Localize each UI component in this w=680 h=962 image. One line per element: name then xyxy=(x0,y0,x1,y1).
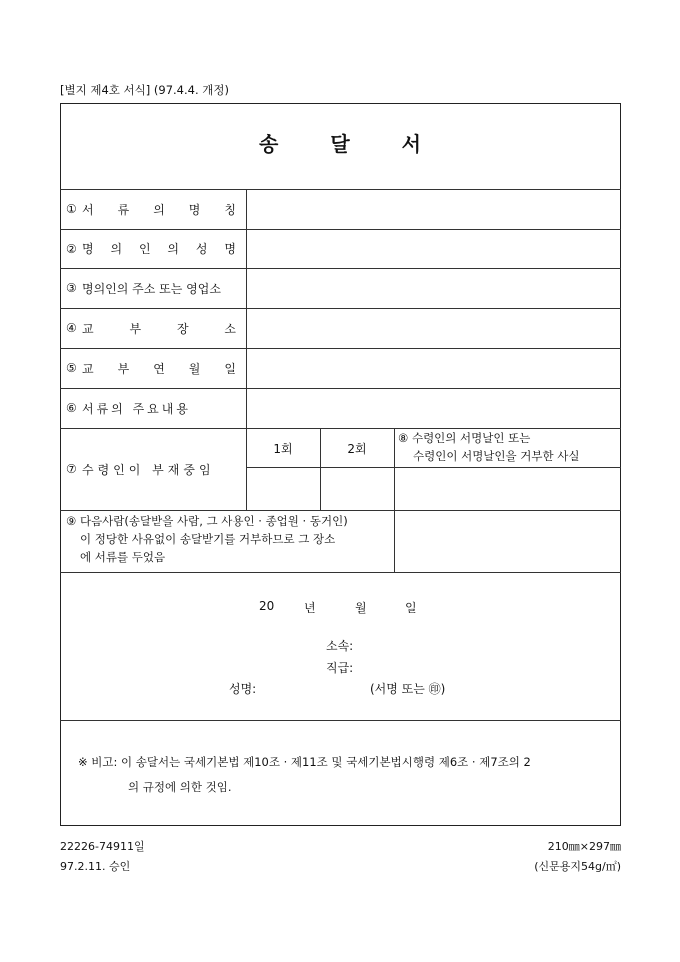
divider xyxy=(246,189,247,510)
row-absence xyxy=(66,428,242,510)
divider xyxy=(394,467,621,468)
row-delivery-place xyxy=(66,308,242,348)
leave-line2: 이 정당한 사유없이 송달받기를 거부하므로 그 장소 xyxy=(80,532,336,546)
divider xyxy=(60,510,621,511)
title-char: 서 xyxy=(401,132,421,156)
row-number: ⑤ xyxy=(66,361,77,375)
title-char: 달 xyxy=(330,132,350,156)
date-day-unit: 일 xyxy=(405,601,417,615)
date-year: 20 xyxy=(259,599,275,613)
row-document-content xyxy=(66,388,242,428)
row-label: 명의인의 주소 또는 영업소 xyxy=(82,281,221,296)
affiliation-label: 소속: xyxy=(326,639,354,653)
note-mark-icon: ※ xyxy=(78,755,88,769)
row-label: 수령인이 부재중임 xyxy=(82,462,215,477)
remark-line2: 의 규정에 의한 것임. xyxy=(128,780,232,794)
paper-type: (신문용지54g/㎡) xyxy=(534,860,621,873)
row-number: ② xyxy=(66,241,77,256)
row-holder-name xyxy=(66,229,242,268)
row-document-name xyxy=(66,189,242,229)
signature-note xyxy=(398,430,530,447)
paper-size: 210㎜×297㎜ xyxy=(547,840,621,853)
form-code: 22226-74911일 xyxy=(60,840,145,853)
row-label: 서류의 주요내용 xyxy=(82,401,191,416)
row-number: ⑨ xyxy=(66,514,77,528)
remark-text: 비고: 이 송달서는 국세기본법 제10조 · 제11조 및 국세기본법시행령 제6조 · 제7조의 2 xyxy=(91,755,531,769)
row-number: ① xyxy=(66,202,77,216)
signature-note-line2: 수령인이 서명날인을 거부한 사실 xyxy=(413,449,580,463)
leave-text: 다음사람(송달받을 사람, 그 사용인 · 종업원 · 동거인) xyxy=(79,514,348,528)
absence-first-visit: 1회 xyxy=(273,442,293,456)
row-number: ③ xyxy=(66,281,77,295)
approval-date: 97.2.11. 승인 xyxy=(60,860,131,873)
row-label: 교 부 연 월 일 xyxy=(82,361,236,376)
leave-line3: 에 서류를 두었음 xyxy=(80,550,166,564)
date-year-unit: 년 xyxy=(304,601,316,615)
remark-line1 xyxy=(78,754,531,770)
name-label: 성명: xyxy=(229,682,257,696)
divider xyxy=(60,572,621,573)
signature-seal: (서명 또는 ㊞) xyxy=(370,682,446,696)
row-label: 명 의 인 의 성 명 xyxy=(82,242,236,256)
absence-second-visit: 2회 xyxy=(347,442,367,456)
row-delivery-date xyxy=(66,348,242,388)
form-header: [별지 제4호 서식] (97.4.4. 개정) xyxy=(60,83,229,97)
rank-label: 직급: xyxy=(326,661,354,675)
form-title xyxy=(0,128,680,157)
row-number: ⑥ xyxy=(66,401,77,415)
row-number: ⑧ xyxy=(398,431,409,445)
row-number: ⑦ xyxy=(66,462,77,476)
row-number: ④ xyxy=(66,321,77,335)
row-holder-address xyxy=(66,268,242,308)
row-label: 교 부 장 소 xyxy=(82,321,236,336)
row-label: 서 류 의 명 칭 xyxy=(82,202,236,217)
divider xyxy=(394,428,395,572)
date-month-unit: 월 xyxy=(355,601,367,615)
leave-line1 xyxy=(66,513,348,530)
signature-note-line1: 수령인의 서명날인 또는 xyxy=(411,431,531,445)
title-char: 송 xyxy=(259,132,279,156)
divider xyxy=(60,720,621,721)
